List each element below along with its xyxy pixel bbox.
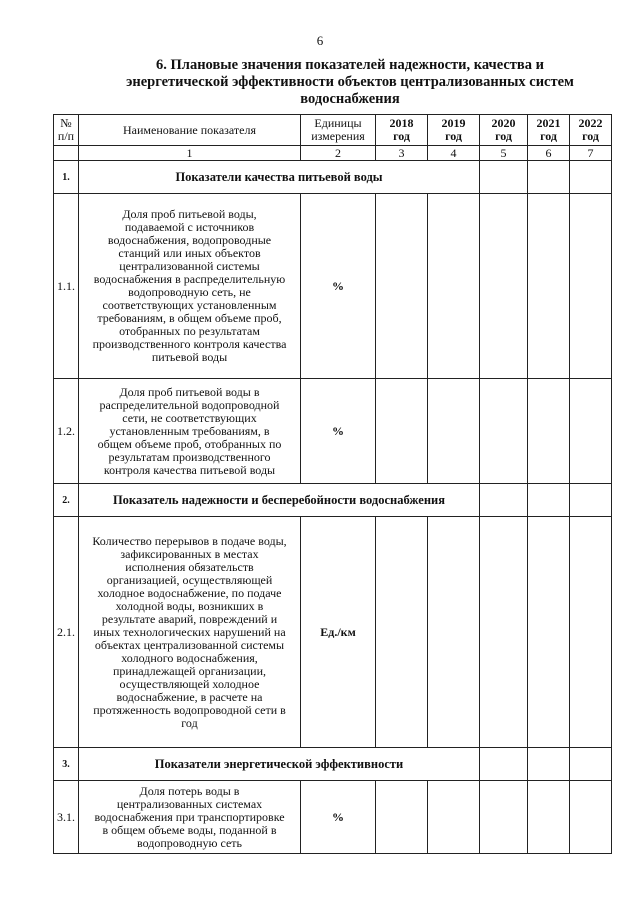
indicator-name-line: Доля проб питьевой воды,: [122, 207, 257, 221]
header-no-line: п/п: [57, 129, 75, 143]
year-label: год: [540, 129, 557, 143]
indicator-name-line: протяженность водопроводной сети в: [93, 702, 286, 717]
section-title: Показатели энергетической эффективности: [79, 748, 480, 781]
indicator-name-line: водоснабжение, в расчете на: [116, 689, 263, 704]
section-title: Показатель надежности и бесперебойности водоснабжения: [79, 484, 480, 517]
indicator-name-line: исполнения обязательств: [125, 559, 254, 574]
indicator-name: [79, 194, 301, 379]
indicator-unit: Ед./км: [301, 517, 376, 748]
indicator-name-line: соответствующих установленным: [102, 298, 277, 312]
indicator-name-line: результате аварий, повреждений и: [101, 611, 278, 626]
indicator-name-line: контроля качества питьевой воды: [103, 462, 276, 477]
value-cell: [528, 781, 570, 854]
section-number: 1.: [54, 161, 79, 194]
indicator-name-line: принадлежащей организации,: [112, 663, 267, 678]
title-line: энергетической эффективности объектов централизованных систем: [126, 74, 574, 90]
year-value: 2020: [491, 116, 516, 130]
header-no-line: №: [60, 116, 72, 130]
section-row: [54, 748, 612, 781]
indicator-row: [54, 781, 612, 854]
indicator-name: [79, 517, 301, 748]
year-label: год: [495, 129, 512, 143]
value-cell: [480, 517, 528, 748]
indicator-name-line: общем объеме проб, отобранных по: [97, 436, 282, 451]
indicator-name-line: в общем объеме воды, поданной в: [102, 822, 277, 837]
indicator-name-line: организацией, осуществляющей: [106, 572, 273, 587]
value-cell: [528, 194, 570, 379]
document-title: [100, 57, 600, 108]
row-number: 1.2.: [54, 379, 79, 484]
value-cell: [376, 781, 428, 854]
indicator-name-line: холодного водоснабжения,: [121, 650, 258, 665]
section-title: Показатели качества питьевой воды: [79, 161, 480, 194]
value-cell: [570, 781, 612, 854]
header-unit: [301, 115, 376, 146]
indicator-name-line: централизованной системы: [119, 259, 260, 273]
indicator-unit: %: [301, 379, 376, 484]
indicator-name-line: водоснабжения, водопроводные: [107, 233, 272, 247]
empty-cell: [570, 161, 612, 194]
value-cell: [376, 517, 428, 748]
empty-cell: [528, 484, 570, 517]
indicator-name-line: холодной воды, возникших в: [115, 598, 264, 613]
column-number: 2: [301, 146, 376, 161]
header-year-2021: [528, 115, 570, 146]
column-number-blank: [54, 146, 79, 161]
title-line: 6. Плановые значения показателей надежности, качества и: [156, 57, 544, 73]
indicator-name-line: питьевой воды: [151, 350, 228, 364]
empty-cell: [528, 748, 570, 781]
indicator-name-line: сети, не соответствующих: [122, 410, 257, 425]
indicator-name: [79, 379, 301, 484]
indicator-unit: %: [301, 781, 376, 854]
empty-cell: [570, 484, 612, 517]
empty-cell: [480, 484, 528, 517]
value-cell: [528, 379, 570, 484]
indicator-name-line: иных технологических нарушений на: [93, 624, 286, 639]
value-cell: [428, 379, 480, 484]
title-line: водоснабжения: [300, 91, 400, 107]
row-number: 3.1.: [54, 781, 79, 854]
value-cell: [570, 379, 612, 484]
column-number: 5: [480, 146, 528, 161]
row-number: 1.1.: [54, 194, 79, 379]
year-value: 2022: [578, 116, 603, 130]
column-number-row: [54, 146, 612, 161]
empty-cell: [480, 748, 528, 781]
value-cell: [428, 517, 480, 748]
indicator-name-line: Доля проб питьевой воды в: [119, 384, 260, 399]
value-cell: [428, 781, 480, 854]
table-body: [54, 161, 612, 854]
value-cell: [480, 194, 528, 379]
indicator-name-line: зафиксированных в местах: [120, 546, 259, 561]
header-unit-line: Единицы: [314, 116, 362, 130]
empty-cell: [480, 161, 528, 194]
year-label: год: [393, 129, 410, 143]
indicator-name-line: объектах централизованной системы: [94, 637, 285, 652]
page-number: 6: [316, 33, 324, 48]
indicator-name-line: подаваемой с источников: [124, 220, 255, 234]
indicator-name-line: холодное водоснабжение, по подаче: [97, 585, 282, 600]
indicators-table: [53, 114, 612, 854]
indicator-unit: %: [301, 194, 376, 379]
indicator-name-line: водоснабжения при транспортировке: [94, 809, 285, 824]
value-cell: [570, 517, 612, 748]
empty-cell: [528, 161, 570, 194]
header-year-2019: [428, 115, 480, 146]
section-number: 2.: [54, 484, 79, 517]
indicator-name-line: отобранных по результатам: [119, 324, 260, 338]
year-value: 2019: [441, 116, 466, 130]
indicator-name-line: год: [181, 715, 198, 730]
row-number: 2.1.: [54, 517, 79, 748]
value-cell: [428, 194, 480, 379]
header-year-2020: [480, 115, 528, 146]
indicator-name-line: установленным требованиям, в: [109, 423, 270, 438]
indicator-name-line: Доля потерь воды в: [139, 783, 240, 798]
indicator-row: [54, 379, 612, 484]
indicator-name-line: водоснабжения в распределительную: [93, 272, 286, 286]
year-value: 2018: [389, 116, 414, 130]
column-number: 1: [79, 146, 301, 161]
header-no: [54, 115, 79, 146]
section-number: 3.: [54, 748, 79, 781]
indicator-name-line: требованиям, в общем объеме проб,: [97, 311, 282, 325]
value-cell: [528, 517, 570, 748]
value-cell: [376, 194, 428, 379]
indicator-name-line: осуществляющей холодное: [119, 676, 260, 691]
indicator-name-line: водопроводную сеть: [136, 835, 242, 850]
column-number: 6: [528, 146, 570, 161]
header-unit-line: измерения: [311, 129, 365, 143]
column-number: 7: [570, 146, 612, 161]
value-cell: [480, 781, 528, 854]
year-value: 2021: [536, 116, 561, 130]
indicator-row: [54, 517, 612, 748]
section-row: [54, 161, 612, 194]
indicator-name-line: централизованных системах: [116, 796, 263, 811]
column-number: 3: [376, 146, 428, 161]
indicator-name-line: распределительной водопроводной: [99, 397, 280, 412]
indicator-row: [54, 194, 612, 379]
indicator-name-line: производственного контроля качества: [92, 337, 287, 351]
year-label: год: [445, 129, 462, 143]
section-row: [54, 484, 612, 517]
indicator-name: [79, 781, 301, 854]
table-header-row: [54, 115, 612, 146]
indicator-name-line: станций или иных объектов: [118, 246, 261, 260]
header-year-2018: [376, 115, 428, 146]
value-cell: [570, 194, 612, 379]
indicator-name-line: Количество перерывов в подаче воды,: [92, 533, 287, 548]
header-name: Наименование показателя: [79, 115, 301, 146]
header-year-2022: [570, 115, 612, 146]
value-cell: [480, 379, 528, 484]
empty-cell: [570, 748, 612, 781]
column-number: 4: [428, 146, 480, 161]
value-cell: [376, 379, 428, 484]
year-label: год: [582, 129, 599, 143]
indicator-name-line: результатам производственного: [108, 449, 271, 464]
indicator-name-line: водопроводную сеть, не: [128, 285, 251, 299]
